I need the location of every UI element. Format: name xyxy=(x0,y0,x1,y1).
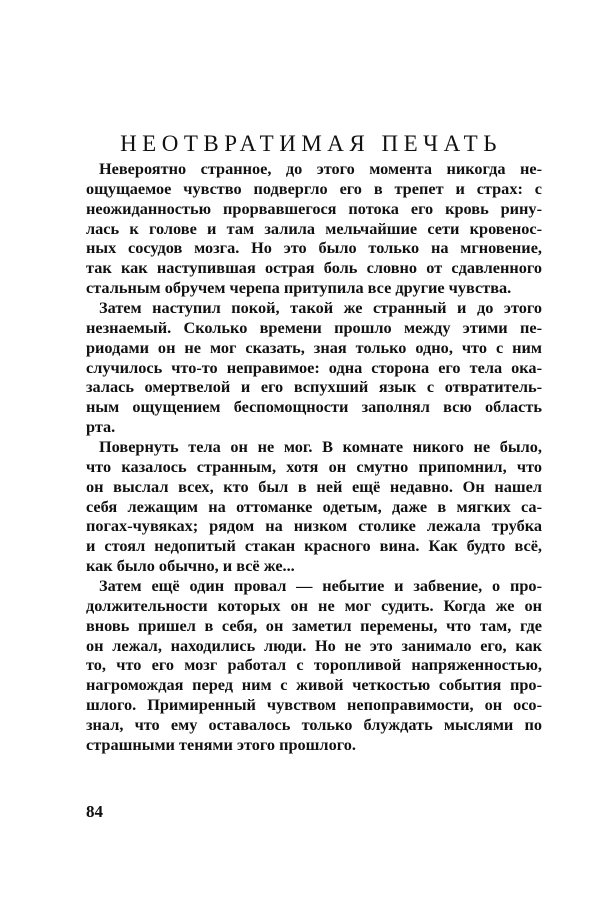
text-line: Повернуть тела он не мог. В комнате никого не было, xyxy=(99,437,542,457)
text-line: случилось что-то неправимое: одна сторона его тела ока- xyxy=(86,357,542,377)
paragraph xyxy=(86,159,542,298)
text-line: Затем ещё один провал — небытие и забвение, о про- xyxy=(99,576,542,596)
text-line: рта. xyxy=(86,417,116,437)
text-line: неожиданностью прорвавшегося потока его кровь рину- xyxy=(86,198,542,218)
text-line: вновь пришел в себя, он заметил перемены, что там, где xyxy=(86,615,542,635)
paragraph xyxy=(86,437,542,576)
text-line: риодами он не мог сказать, зная только одно, что с ним xyxy=(86,337,542,357)
text-line: Невероятно странное, до этого момента никогда не- xyxy=(99,159,542,178)
text-line: стальным обручем черепа притупила все другие чувства. xyxy=(86,278,512,298)
text-line: незнаемый. Сколько времени прошло между этими пе- xyxy=(86,317,542,337)
text-line: ных сосудов мозга. Но это было только на мгновение, xyxy=(86,238,542,258)
text-line: и стоял недопитый стакан красного вина. Как будто всё, xyxy=(86,536,542,556)
text-line: знал, что ему оставалось только блуждать мыслями по xyxy=(86,715,542,735)
text-line: так как наступившая острая боль словно от сдавленного xyxy=(86,258,542,278)
text-line: как было обычно, и всё же... xyxy=(86,556,295,576)
text-line: ным ощущением беспомощности заполнял всю область xyxy=(86,397,542,417)
text-line: он лежал, находились люди. Но не это занимало его, как xyxy=(86,635,542,655)
text-line: страшными тенями этого прошлого. xyxy=(86,734,356,754)
body-text xyxy=(86,159,542,755)
text-line: шлого. Примиренный чувством непоправимости, он осо- xyxy=(86,695,542,715)
text-line: ощущаемое чувство подвергло его в трепет и страх: с xyxy=(86,178,542,198)
paragraph xyxy=(86,576,542,755)
chapter-title: НЕОТВРАТИМАЯ ПЕЧАТЬ xyxy=(120,131,502,157)
paragraph xyxy=(86,298,542,437)
page-number: 84 xyxy=(86,802,103,821)
text-line: Затем наступил покой, такой же странный и до этого xyxy=(99,298,542,318)
text-line: залась омертвелой и его вспухший язык с отвратитель- xyxy=(86,377,542,397)
text-line: погах-чувяках; рядом на низком столике лежала трубка xyxy=(86,516,542,536)
text-line: лась к голове и там залила мельчайшие сети кровенос- xyxy=(86,218,542,238)
text-line: он выслал всех, кто был в ней ещё недавно. Он нашел xyxy=(86,476,542,496)
text-line: должительности которых он не мог судить. Когда же он xyxy=(86,595,542,615)
text-line: нагромождая перед ним с живой четкостью события про- xyxy=(86,675,542,695)
text-line: себя лежащим на оттоманке одетым, даже в мягких са- xyxy=(86,496,542,516)
text-line: то, что его мозг работал с торопливой напряженностью, xyxy=(86,655,542,675)
text-line: что казалось странным, хотя он смутно припомнил, что xyxy=(86,456,542,476)
